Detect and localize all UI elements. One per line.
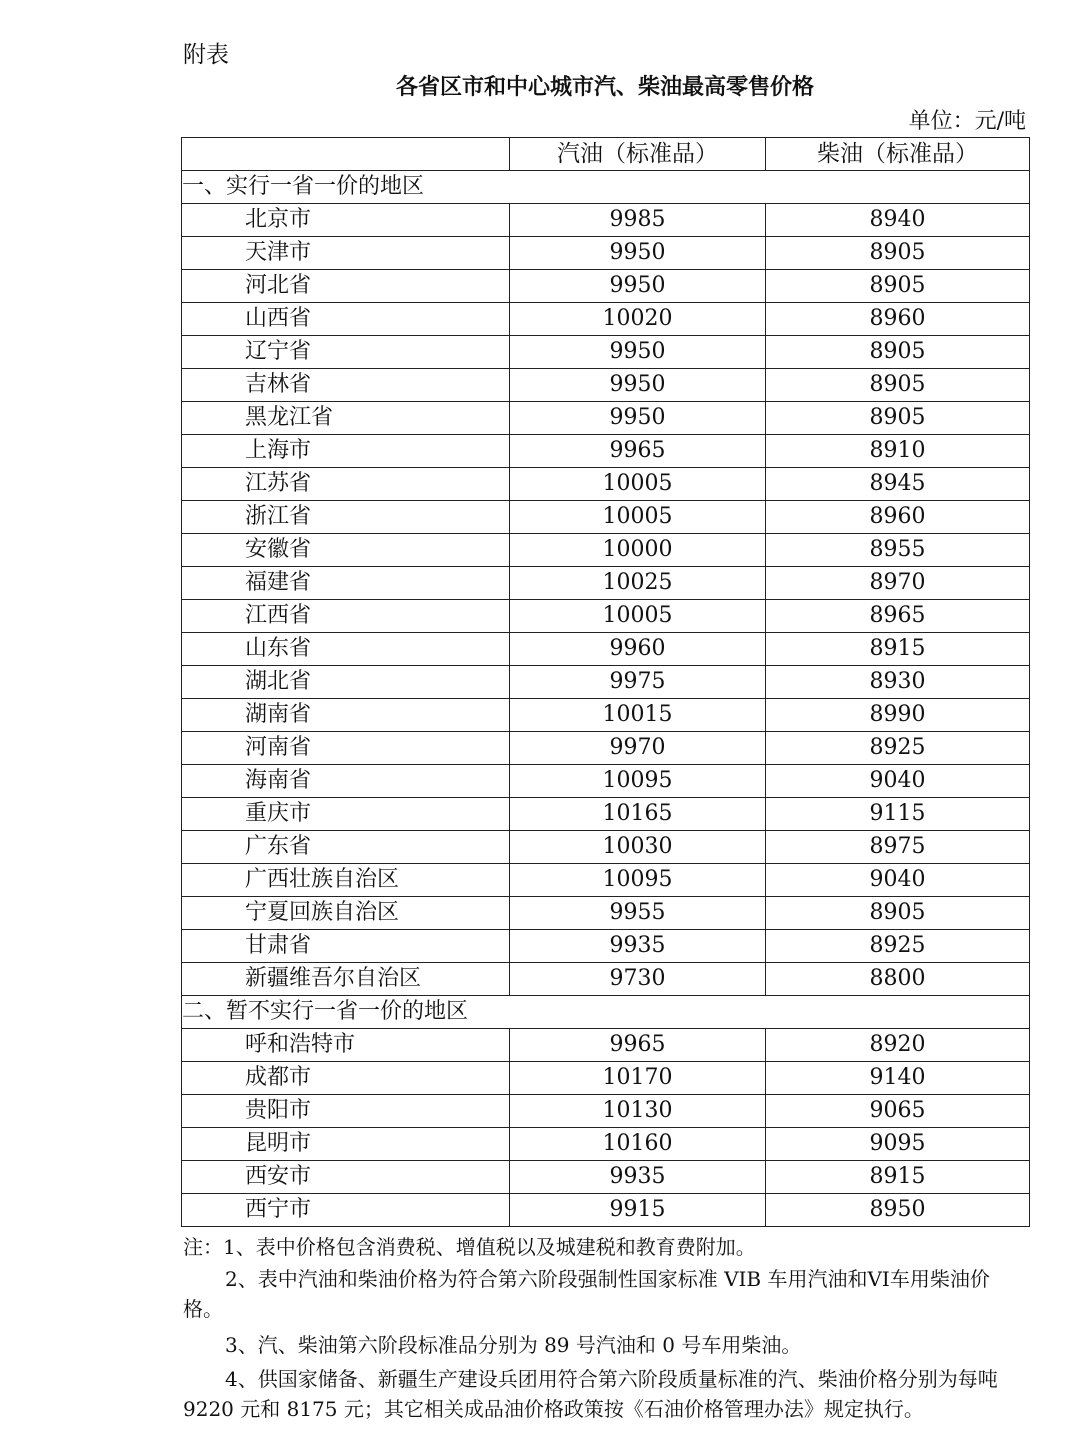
gasoline-price-cell: 9985 [510,204,766,237]
column-header-region [182,138,510,171]
table-header-row [182,138,1030,171]
table-row [182,600,1030,633]
table-row [182,336,1030,369]
diesel-price-cell: 9140 [766,1062,1030,1095]
section-row [182,996,1030,1029]
gasoline-price-cell: 10015 [510,699,766,732]
price-table [181,137,1030,1227]
table-row [182,534,1030,567]
appendix-label: 附表 [183,42,229,68]
diesel-price-cell: 8905 [766,897,1030,930]
diesel-price-cell: 8975 [766,831,1030,864]
gasoline-price-cell: 10160 [510,1128,766,1161]
gasoline-price-cell: 10025 [510,567,766,600]
gasoline-price-cell: 10005 [510,501,766,534]
region-cell: 江西省 [182,600,510,633]
region-cell: 西安市 [182,1161,510,1194]
table-row [182,732,1030,765]
region-cell: 河北省 [182,270,510,303]
section-label: 二、暂不实行一省一价的地区 [182,996,1030,1029]
section-label: 一、实行一省一价的地区 [182,171,1030,204]
gasoline-price-cell: 10095 [510,765,766,798]
table-row [182,897,1030,930]
region-cell: 昆明市 [182,1128,510,1161]
region-cell: 广西壮族自治区 [182,864,510,897]
gasoline-price-cell: 9975 [510,666,766,699]
table-row [182,1128,1030,1161]
section-row [182,171,1030,204]
diesel-price-cell: 8910 [766,435,1030,468]
gasoline-price-cell: 10005 [510,600,766,633]
gasoline-price-cell: 9950 [510,336,766,369]
gasoline-price-cell: 10130 [510,1095,766,1128]
region-cell: 黑龙江省 [182,402,510,435]
table-row [182,930,1030,963]
table-row [182,1161,1030,1194]
gasoline-price-cell: 9960 [510,633,766,666]
diesel-price-cell: 8905 [766,270,1030,303]
column-header-diesel: 柴油（标准品） [766,138,1030,171]
diesel-price-cell: 8940 [766,204,1030,237]
gasoline-price-cell: 9935 [510,1161,766,1194]
region-cell: 安徽省 [182,534,510,567]
table-row [182,963,1030,996]
diesel-price-cell: 8925 [766,732,1030,765]
table-row [182,237,1030,270]
gasoline-price-cell: 9965 [510,435,766,468]
region-cell: 上海市 [182,435,510,468]
region-cell: 吉林省 [182,369,510,402]
table-row [182,567,1030,600]
diesel-price-cell: 8960 [766,501,1030,534]
gasoline-price-cell: 9950 [510,270,766,303]
table-row [182,864,1030,897]
region-cell: 湖北省 [182,666,510,699]
diesel-price-cell: 8965 [766,600,1030,633]
diesel-price-cell: 8955 [766,534,1030,567]
table-row [182,303,1030,336]
diesel-price-cell: 8950 [766,1194,1030,1227]
table-row [182,633,1030,666]
region-cell: 重庆市 [182,798,510,831]
diesel-price-cell: 8800 [766,963,1030,996]
table-body [182,171,1030,1227]
diesel-price-cell: 9040 [766,765,1030,798]
table-row [182,765,1030,798]
diesel-price-cell: 8945 [766,468,1030,501]
table-row [182,369,1030,402]
region-cell: 呼和浩特市 [182,1029,510,1062]
table-row [182,204,1030,237]
gasoline-price-cell: 10020 [510,303,766,336]
table-row [182,501,1030,534]
region-cell: 福建省 [182,567,510,600]
region-cell: 浙江省 [182,501,510,534]
page-title: 各省区市和中心城市汽、柴油最高零售价格 [395,75,814,100]
gasoline-price-cell: 9915 [510,1194,766,1227]
region-cell: 甘肃省 [182,930,510,963]
gasoline-price-cell: 10000 [510,534,766,567]
region-cell: 成都市 [182,1062,510,1095]
diesel-price-cell: 8990 [766,699,1030,732]
notes [183,1232,1029,1424]
unit-label: 单位：元/吨 [908,109,1026,134]
gasoline-price-cell: 10095 [510,864,766,897]
diesel-price-cell: 8920 [766,1029,1030,1062]
note-3: 3、汽、柴油第六阶段标准品分别为 89 号汽油和 0 号车用柴油。 [225,1333,802,1357]
gasoline-price-cell: 9970 [510,732,766,765]
diesel-price-cell: 9040 [766,864,1030,897]
region-cell: 宁夏回族自治区 [182,897,510,930]
table-row [182,468,1030,501]
table-row [182,435,1030,468]
region-cell: 山西省 [182,303,510,336]
region-cell: 广东省 [182,831,510,864]
gasoline-price-cell: 9950 [510,402,766,435]
table-row [182,1029,1030,1062]
diesel-price-cell: 8915 [766,633,1030,666]
region-cell: 贵阳市 [182,1095,510,1128]
region-cell: 山东省 [182,633,510,666]
diesel-price-cell: 8905 [766,402,1030,435]
region-cell: 湖南省 [182,699,510,732]
table-row [182,1194,1030,1227]
table-row [182,666,1030,699]
region-cell: 河南省 [182,732,510,765]
gasoline-price-cell: 10030 [510,831,766,864]
note-2: 2、表中汽油和柴油价格为符合第六阶段强制性国家标准 VIB 车用汽油和VI车用柴油价格。 [183,1267,990,1321]
table-row [182,1062,1030,1095]
gasoline-price-cell: 9730 [510,963,766,996]
diesel-price-cell: 8970 [766,567,1030,600]
diesel-price-cell: 9115 [766,798,1030,831]
table-row [182,1095,1030,1128]
table-row [182,798,1030,831]
region-cell: 江苏省 [182,468,510,501]
note-1: 注：1、表中价格包含消费税、增值税以及城建税和教育费附加。 [183,1235,756,1259]
table-row [182,699,1030,732]
diesel-price-cell: 8960 [766,303,1030,336]
diesel-price-cell: 8905 [766,237,1030,270]
diesel-price-cell: 8925 [766,930,1030,963]
note-4: 4、供国家储备、新疆生产建设兵团用符合第六阶段质量标准的汽、柴油价格分别为每吨 9220 元和 8175 元；其它相关成品油价格政策按《石油价格管理办法》规定执行。 [183,1367,998,1421]
gasoline-price-cell: 9955 [510,897,766,930]
gasoline-price-cell: 9950 [510,369,766,402]
diesel-price-cell: 8905 [766,369,1030,402]
table-row [182,270,1030,303]
table-row [182,831,1030,864]
region-cell: 西宁市 [182,1194,510,1227]
table-row [182,402,1030,435]
gasoline-price-cell: 9935 [510,930,766,963]
diesel-price-cell: 8915 [766,1161,1030,1194]
column-header-gasoline: 汽油（标准品） [510,138,766,171]
diesel-price-cell: 8930 [766,666,1030,699]
diesel-price-cell: 9095 [766,1128,1030,1161]
gasoline-price-cell: 10165 [510,798,766,831]
gasoline-price-cell: 10170 [510,1062,766,1095]
region-cell: 辽宁省 [182,336,510,369]
gasoline-price-cell: 9950 [510,237,766,270]
region-cell: 海南省 [182,765,510,798]
diesel-price-cell: 8905 [766,336,1030,369]
gasoline-price-cell: 10005 [510,468,766,501]
diesel-price-cell: 9065 [766,1095,1030,1128]
region-cell: 北京市 [182,204,510,237]
region-cell: 天津市 [182,237,510,270]
gasoline-price-cell: 9965 [510,1029,766,1062]
region-cell: 新疆维吾尔自治区 [182,963,510,996]
